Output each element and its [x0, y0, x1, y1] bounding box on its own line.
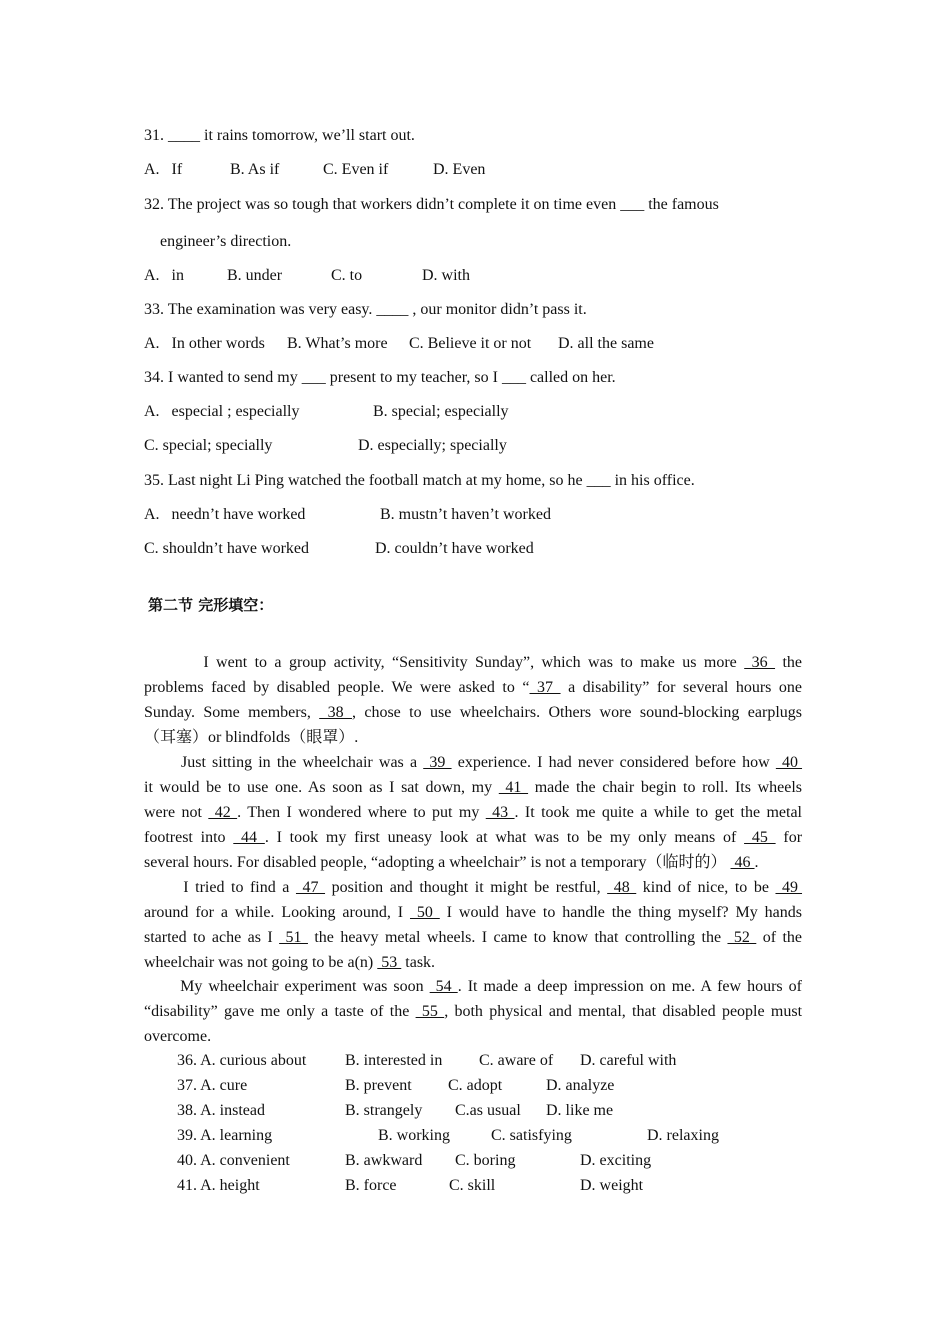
- passage-line: [144, 779, 802, 797]
- answer-option: C. to: [331, 267, 363, 284]
- passage-text: wheelchair was not going to be a(n): [144, 954, 378, 971]
- passage-line: [144, 978, 802, 996]
- passage-text: . It took me quite a while to get the metal: [514, 804, 802, 821]
- passage-text: a disability” for several hours one: [560, 679, 803, 696]
- passage-text: made the chair begin to roll. Its wheels: [528, 779, 803, 796]
- question-stem: 32. The project was so tough that workers didn’t complete it on time even ___ the famous: [144, 196, 719, 213]
- answer-option: C. Believe it or not: [409, 335, 532, 352]
- answer-option: B. special; especially: [373, 403, 509, 420]
- passage-text: task.: [401, 954, 436, 971]
- passage-text: were not: [144, 804, 209, 821]
- passage-text: started to ache as I: [144, 929, 280, 946]
- passage-line: [144, 954, 802, 972]
- passage-text: My wheelchair experiment was soon: [144, 978, 430, 995]
- passage-text: .: [754, 854, 759, 871]
- passage-line: [144, 1003, 802, 1021]
- passage-text: “disability” gave me only a taste of the: [144, 1003, 416, 1020]
- answer-option: B. What’s more: [287, 335, 388, 352]
- blank-number: 50: [409, 904, 440, 921]
- blank-number: 55: [415, 1003, 445, 1020]
- passage-text: I went to a group activity, “Sensitivity Sunday”, which was to make us more: [144, 654, 745, 671]
- blank-number: 41: [498, 779, 529, 796]
- passage-line: [144, 654, 802, 672]
- question-stem: 31. ____ it rains tomorrow, we’ll start out.: [144, 127, 415, 144]
- section-heading: 第二节 完形填空：: [148, 596, 274, 614]
- cloze-option: D. careful with: [580, 1052, 677, 1069]
- answer-option: C. shouldn’t have worked: [144, 540, 310, 557]
- answer-option: B. under: [227, 267, 283, 284]
- blank-number: 39: [423, 754, 452, 771]
- blank-number: 36: [744, 654, 776, 671]
- cloze-option: 38. A. instead: [177, 1102, 265, 1119]
- passage-text: problems faced by disabled people. We were asked to “: [144, 679, 530, 696]
- cloze-option: 36. A. curious about: [177, 1052, 307, 1069]
- passage-text: of the: [756, 929, 802, 946]
- answer-option: D. couldn’t have worked: [375, 540, 534, 557]
- answer-option: D. especially; specially: [358, 437, 507, 454]
- passage-text: . I took my first uneasy look at what was to be my only means of: [264, 829, 745, 846]
- question-stem: 33. The examination was very easy. ____ , our monitor didn’t pass it.: [144, 301, 587, 318]
- passage-line: [144, 704, 802, 722]
- passage-text: , both physical and mental, that disabled people must: [444, 1003, 803, 1020]
- blank-number: 43: [485, 804, 515, 821]
- passage-text: I would have to handle the thing myself? My hands: [439, 904, 803, 921]
- cloze-option: 39. A. learning: [177, 1127, 273, 1144]
- passage-text: experience. I had never considered before how: [451, 754, 776, 771]
- cloze-option: D. weight: [580, 1177, 644, 1194]
- passage-text: . It made a deep impression on me. A few hours of: [457, 978, 803, 995]
- passage-text: Sunday. Some members,: [144, 704, 320, 721]
- cloze-option: B. strangely: [345, 1102, 423, 1119]
- passage-text: the heavy metal wheels. I came to know that controlling the: [307, 929, 728, 946]
- passage-line: [144, 679, 802, 697]
- cloze-option: C. boring: [455, 1152, 516, 1169]
- question-stem-continued: engineer’s direction.: [160, 233, 292, 250]
- blank-number: 37: [529, 679, 561, 696]
- answer-option: D. with: [422, 267, 470, 284]
- answer-option: A. especial ; especially: [144, 403, 300, 420]
- blank-number: 47: [295, 879, 326, 896]
- blank-number: 46: [730, 854, 755, 871]
- question-stem: 34. I wanted to send my ___ present to my teacher, so I ___ called on her.: [144, 369, 616, 386]
- blank-number: 51: [279, 929, 308, 946]
- passage-line: [144, 929, 802, 947]
- blank-number: 48: [607, 879, 637, 896]
- passage-line: [144, 879, 802, 897]
- passage-text: around for a while. Looking around, I: [144, 904, 410, 921]
- passage-line: [144, 904, 802, 922]
- blank-number: 42: [208, 804, 238, 821]
- cloze-option: C. aware of: [479, 1052, 554, 1069]
- passage-line: [144, 754, 802, 772]
- cloze-option: 37. A. cure: [177, 1077, 248, 1094]
- cloze-option: B. interested in: [345, 1052, 443, 1069]
- passage-line: [144, 1028, 802, 1046]
- answer-option: D. Even: [433, 161, 486, 178]
- cloze-option: D. analyze: [546, 1077, 615, 1094]
- answer-option: C. special; specially: [144, 437, 273, 454]
- cloze-option: C. satisfying: [491, 1127, 572, 1144]
- blank-number: 40: [775, 754, 803, 771]
- blank-number: 49: [775, 879, 803, 896]
- passage-text: for: [775, 829, 803, 846]
- cloze-option: B. prevent: [345, 1077, 412, 1094]
- passage-line: [144, 829, 802, 847]
- cloze-option: C.as usual: [455, 1102, 521, 1119]
- passage-line: [144, 804, 802, 822]
- answer-option: A. If: [144, 161, 183, 178]
- cloze-option: B. working: [378, 1127, 450, 1144]
- blank-number: 44: [233, 829, 265, 846]
- answer-option: B. As if: [230, 161, 280, 178]
- answer-option: A. In other words: [144, 335, 265, 352]
- blank-number: 45: [744, 829, 776, 846]
- cloze-option: D. relaxing: [647, 1127, 719, 1144]
- passage-text: , chose to use wheelchairs. Others wore sound-blocking earplugs: [351, 704, 803, 721]
- blank-number: 53: [377, 954, 402, 971]
- passage-text: Just sitting in the wheelchair was a: [144, 754, 424, 771]
- passage-line: [144, 729, 802, 747]
- answer-option: B. mustn’t haven’t worked: [380, 506, 551, 523]
- answer-option: A. in: [144, 267, 184, 284]
- passage-text: I tried to find a: [144, 879, 296, 896]
- blank-number: 54: [429, 978, 458, 995]
- answer-option: D. all the same: [558, 335, 654, 352]
- blank-number: 38: [319, 704, 352, 721]
- cloze-option: B. awkward: [345, 1152, 423, 1169]
- cloze-option: 40. A. convenient: [177, 1152, 290, 1169]
- cloze-option: B. force: [345, 1177, 397, 1194]
- question-stem: 35. Last night Li Ping watched the football match at my home, so he ___ in his office.: [144, 472, 695, 489]
- passage-line: [144, 854, 802, 872]
- cloze-option: C. skill: [449, 1177, 496, 1194]
- passage-text: overcome.: [144, 1028, 212, 1045]
- passage-text: . Then I wondered where to put my: [237, 804, 486, 821]
- answer-option: A. needn’t have worked: [144, 506, 306, 523]
- passage-text: several hours. For disabled people, “adopting a wheelchair” is not a temporary（临时的）: [144, 854, 731, 871]
- cloze-option: C. adopt: [448, 1077, 503, 1094]
- cloze-option: 41. A. height: [177, 1177, 260, 1194]
- passage-text: kind of nice, to be: [636, 879, 776, 896]
- passage-text: the: [775, 654, 803, 671]
- answer-option: C. Even if: [323, 161, 389, 178]
- passage-text: footrest into: [144, 829, 234, 846]
- passage-text: （耳塞）or blindfolds（眼罩）.: [144, 729, 359, 746]
- blank-number: 52: [727, 929, 757, 946]
- cloze-option: D. exciting: [580, 1152, 652, 1169]
- cloze-option: D. like me: [546, 1102, 614, 1119]
- passage-text: it would be to use one. As soon as I sat down, my: [144, 779, 499, 796]
- passage-text: position and thought it might be restful,: [325, 879, 608, 896]
